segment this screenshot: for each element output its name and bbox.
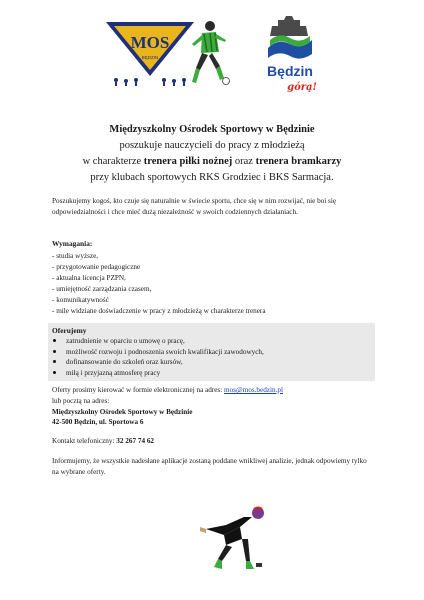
offer-item-text: dofinansowanie do szkoleń oraz kursów, [66, 358, 183, 367]
phone-number: 32 267 74 62 [116, 437, 155, 445]
mos-logo-city: BĘDZIN [141, 55, 159, 60]
offer-item [52, 357, 372, 368]
title-line-3-mid: oraz [232, 156, 256, 167]
requirements-list [52, 251, 382, 318]
offer-item [52, 368, 372, 379]
title-line-3-prefix: w charakterze [82, 156, 144, 167]
contact-email-link[interactable]: mos@mos.bedzin.pl [224, 386, 283, 394]
offer-item [52, 336, 372, 347]
requirement-item: - studia wyższe, [52, 252, 99, 260]
requirement-item: - komunikatywność [52, 296, 109, 305]
intro-paragraph: Poszukujemy kogoś, kto czuje się naturalnie w świecie sportu, chce się w nim rozwijać, nie boi się odpowiedzialności i chce mieć dużą niezależność w swoich codziennych działaniach. [52, 197, 337, 216]
offer-item [52, 347, 372, 358]
bullet-icon [53, 339, 56, 342]
title-line-2: poszukuje nauczycieli do pracy z młodzieżą [119, 140, 305, 151]
bedzin-logo-tagline: górą! [287, 82, 317, 93]
goalkeeper-icon [196, 503, 276, 573]
title-block [20, 122, 404, 186]
title-line-4: przy klubach sportowych RKS Grodziec i BKS Sarmacja. [90, 172, 334, 183]
requirement-item: - aktualna licencja PZPN, [52, 274, 126, 283]
mos-logo-text: MOS [130, 33, 170, 52]
offer-item-text: możliwość rozwoju i podnoszenia swoich kwalifikacji zawodowych, [66, 347, 264, 356]
bedzin-logo-text: Będzin [267, 63, 313, 79]
phone-label: Kontakt telefoniczny: [52, 437, 117, 445]
bedzin-city-logo [258, 14, 322, 98]
contact-email-prefix: Oferty prosimy kierować w formie elektronicznej na adres: [52, 386, 225, 394]
contact-section [52, 385, 382, 428]
offer-heading: Oferujemy [52, 326, 87, 335]
title-line-3 [20, 154, 404, 170]
title-organization: Międzyszkolny Ośrodek Sportowy w Będzinie [109, 124, 315, 135]
contact-address: 42-500 Będzin, ul. Sportowa 6 [52, 418, 144, 427]
bullet-icon [53, 360, 56, 363]
contact-line-1 [52, 385, 382, 396]
requirement-item: - przygotowanie pedagogiczne [52, 263, 141, 272]
closing-paragraph: Informujemy, że wszystkie nadesłane aplikacje zostaną poddane wnikliwej analizie, jednak odpowiemy tylko na wybrane oferty. [52, 457, 367, 476]
soccer-player-icon [182, 18, 230, 86]
offer-item-text: miłą i przyjazną atmosferę pracy [66, 368, 161, 377]
phone-line [52, 437, 154, 445]
requirement-item: - mile widziane doświadczenie w pracy z młodzieżą w charakterze trenera [52, 307, 266, 316]
contact-organization: Międzyszkolny Ośrodek Sportowy w Będzinie [52, 407, 193, 416]
title-position-goalkeeper-coach: trenera bramkarzy [255, 156, 342, 167]
requirements-heading: Wymagania: [52, 239, 93, 248]
bullet-icon [53, 350, 56, 353]
bullet-icon [53, 371, 56, 374]
title-position-football-coach: trenera piłki nożnej [143, 156, 233, 167]
offer-item-text: zatrudnienie w oparciu o umowę o pracę, [66, 337, 185, 345]
requirement-item: - umiejętność zarządzania czasem, [52, 285, 152, 294]
offer-list [52, 336, 372, 378]
contact-line-2: lub pocztą na adres: [52, 396, 110, 405]
